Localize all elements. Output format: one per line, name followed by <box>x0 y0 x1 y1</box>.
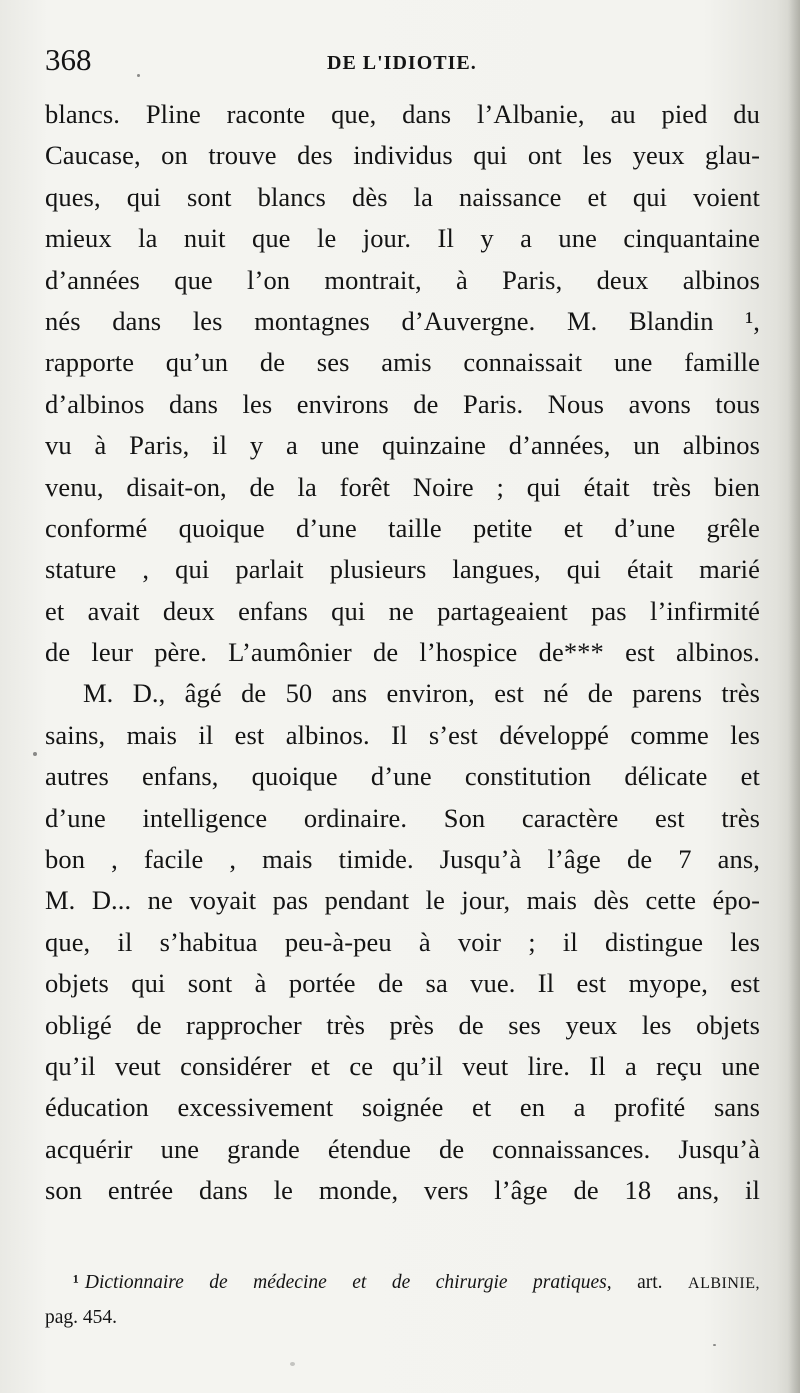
text-line: bon , facile , mais timide. Jusqu’à l’âge de 7 ans, <box>45 844 760 875</box>
footnote <box>45 1266 760 1335</box>
ink-speck <box>290 1362 295 1366</box>
footnote-page-ref: pag. 454. <box>45 1307 118 1328</box>
text-line: M. D... ne voyait pas pendant le jour, mais dès cette épo- <box>45 885 760 916</box>
text-line: acquérir une grande étendue de connaissances. Jusqu’à <box>45 1133 760 1164</box>
ink-speck <box>137 74 140 77</box>
chapter-title: DE L'IDIOTIE. <box>327 52 477 74</box>
text-line: son entrée dans le monde, vers l’âge de 18 ans, il <box>45 1175 760 1206</box>
footnote-mark: ¹ <box>73 1272 79 1293</box>
text-line: objets qui sont à portée de sa vue. Il est myope, est <box>45 968 760 999</box>
text-line: d’une intelligence ordinaire. Son caractère est très <box>45 802 760 833</box>
text-line: M. D., âgé de 50 ans environ, est né de parens très <box>83 678 760 709</box>
text-line: obligé de rapprocher très près de ses yeux les objets <box>45 1009 760 1040</box>
footnote-article-label: art. <box>637 1272 663 1293</box>
text-line: conformé quoique d’une taille petite et d’une grêle <box>45 512 760 543</box>
text-line: éducation excessivement soignée et en a profité sans <box>45 1092 760 1123</box>
ink-speck <box>33 752 37 756</box>
text-line: ques, qui sont blancs dès la naissance et qui voient <box>45 181 760 212</box>
text-line: d’années que l’on montrait, à Paris, deux albinos <box>45 264 760 295</box>
body-text <box>45 94 760 1212</box>
text-line: autres enfans, quoique d’une constitution délicate et <box>45 761 760 792</box>
text-line: stature , qui parlait plusieurs langues, qui était marié <box>45 554 760 585</box>
text-line: Caucase, on trouve des individus qui ont les yeux glau- <box>45 140 760 171</box>
text-line: sains, mais il est albinos. Il s’est développé comme les <box>45 719 760 750</box>
paragraph-2 <box>45 673 760 1211</box>
text-line: nés dans les montagnes d’Auvergne. M. Blandin ¹, <box>45 305 760 336</box>
page-edge-shadow <box>788 0 800 1393</box>
footnote-article-name: ALBINIE, <box>688 1275 760 1292</box>
text-line: que, il s’habitua peu-à-peu à voir ; il distingue les <box>45 926 760 957</box>
footnote-line <box>45 1266 760 1301</box>
ink-speck <box>713 1344 716 1346</box>
text-line: et avait deux enfans qui ne partageaient pas l’infirmité <box>45 595 760 626</box>
text-line: rapporte qu’un de ses amis connaissait une famille <box>45 347 760 378</box>
footnote-title: Dictionnaire de médecine et de chirurgie pratiques, <box>84 1272 612 1293</box>
text-line: blancs. Pline raconte que, dans l’Albanie, au pied du <box>45 99 760 129</box>
running-head <box>45 40 760 80</box>
text-line: d’albinos dans les environs de Paris. Nous avons tous <box>45 388 760 419</box>
page-number: 368 <box>45 42 92 77</box>
text-line: mieux la nuit que le jour. Il y a une cinquantaine <box>45 223 760 254</box>
text-line: vu à Paris, il y a une quinzaine d’années, un albinos <box>45 430 760 461</box>
text-line: de leur père. L’aumônier de l’hospice de*** est albinos. <box>45 637 760 668</box>
paragraph-1 <box>45 94 760 673</box>
text-line: venu, disait-on, de la forêt Noire ; qui était très bien <box>45 471 760 502</box>
text-line: qu’il veut considérer et ce qu’il veut lire. Il a reçu une <box>45 1050 760 1081</box>
